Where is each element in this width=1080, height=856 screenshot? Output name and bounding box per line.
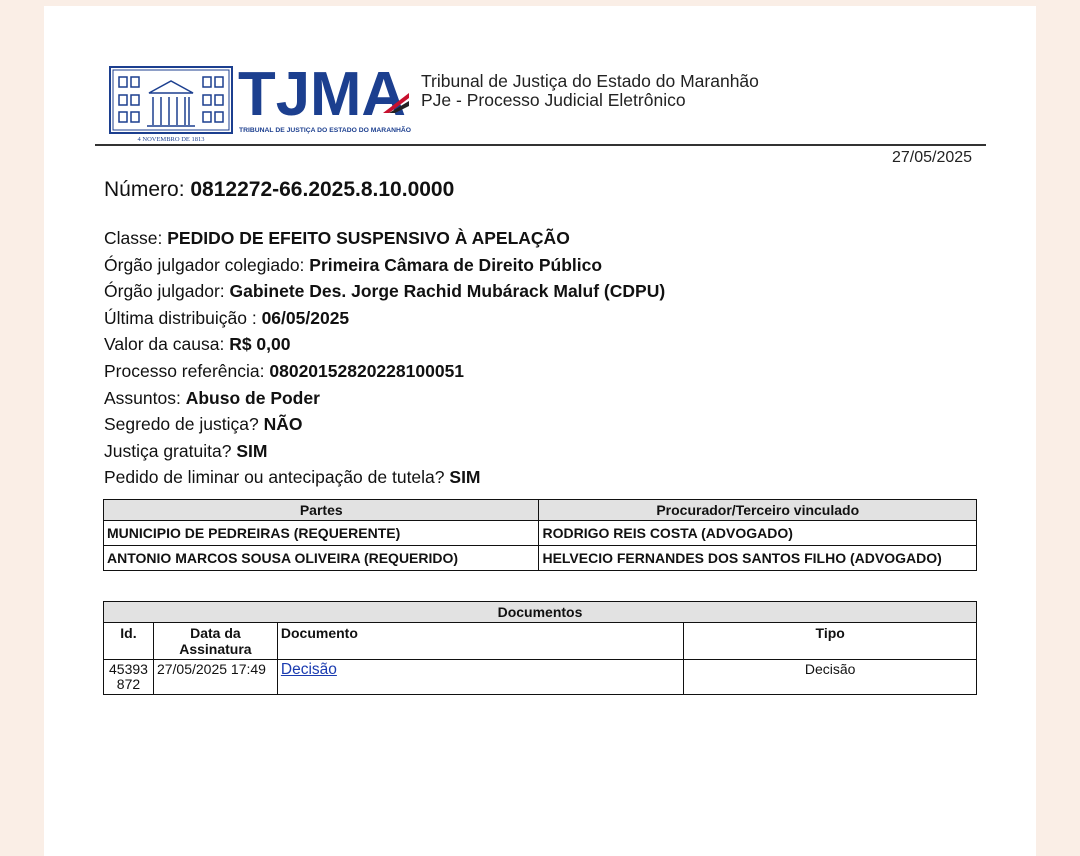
field-label: Órgão julgador colegiado: xyxy=(104,254,305,275)
field-orgao-colegiado xyxy=(104,252,665,279)
header-divider xyxy=(95,144,986,146)
col-tipo: Tipo xyxy=(684,623,977,660)
doc-link[interactable]: Decisão xyxy=(280,661,337,678)
field-assuntos xyxy=(104,385,665,412)
field-label: Processo referência: xyxy=(104,360,265,381)
col-id: Id. xyxy=(104,623,154,660)
logo-wordmark: TJMA xyxy=(238,65,406,129)
procurador-cell: HELVECIO FERNANDES DOS SANTOS FILHO (ADVOGADO) xyxy=(539,546,977,571)
field-value: R$ 0,00 xyxy=(229,334,291,355)
doc-id: 45393872 xyxy=(104,660,154,695)
field-value: Gabinete Des. Jorge Rachid Mubárack Maluf (CDPU) xyxy=(229,281,666,302)
logo-subtitle: TRIBUNAL DE JUSTIÇA DO ESTADO DO MARANHÃO xyxy=(239,127,405,134)
field-valor-causa xyxy=(104,331,665,358)
parte-cell: ANTONIO MARCOS SOUSA OLIVEIRA (REQUERIDO) xyxy=(104,546,539,571)
partes-header: Partes xyxy=(104,500,539,521)
field-label: Pedido de liminar ou antecipação de tutela? xyxy=(104,467,445,488)
documentos-title: Documentos xyxy=(104,602,977,623)
col-documento: Documento xyxy=(277,623,683,660)
col-data: Data da Assinatura xyxy=(153,623,277,660)
process-fields xyxy=(104,225,665,491)
doc-documento-cell xyxy=(277,660,683,695)
field-label: Segredo de justiça? xyxy=(104,414,259,435)
field-ultima-distribuicao xyxy=(104,305,665,332)
procurador-header: Procurador/Terceiro vinculado xyxy=(539,500,977,521)
field-value: SIM xyxy=(449,467,481,488)
field-value: 08020152820228100051 xyxy=(269,360,465,381)
field-value: SIM xyxy=(236,440,268,461)
seal-caption: 4 NOVEMBRO DE 1813 xyxy=(137,136,205,143)
field-label: Justiça gratuita? xyxy=(104,440,232,461)
process-number xyxy=(104,178,454,202)
field-justica-gratuita xyxy=(104,438,665,465)
court-header xyxy=(421,72,759,110)
table-row xyxy=(104,546,977,571)
document-date: 27/05/2025 xyxy=(892,149,973,166)
field-value: Abuso de Poder xyxy=(185,387,320,408)
field-value: 06/05/2025 xyxy=(261,307,350,328)
parte-cell: MUNICIPIO DE PEDREIRAS (REQUERENTE) xyxy=(104,521,539,546)
field-value: Primeira Câmara de Direito Público xyxy=(309,254,603,275)
field-segredo xyxy=(104,411,665,438)
field-label: Última distribuição : xyxy=(104,307,257,328)
documentos-table xyxy=(103,601,977,695)
tjma-logo xyxy=(109,65,414,145)
doc-tipo: Decisão xyxy=(684,660,977,695)
process-number-value: 0812272-66.2025.8.10.0000 xyxy=(190,178,455,201)
field-label: Órgão julgador: xyxy=(104,281,225,302)
field-label: Valor da causa: xyxy=(104,334,225,355)
procurador-cell: RODRIGO REIS COSTA (ADVOGADO) xyxy=(539,521,977,546)
field-pedido-liminar xyxy=(104,464,665,491)
field-orgao-julgador xyxy=(104,278,665,305)
field-processo-referencia xyxy=(104,358,665,385)
table-row xyxy=(104,660,977,695)
process-number-label: Número: xyxy=(104,178,185,201)
field-label: Classe: xyxy=(104,228,163,248)
document-page xyxy=(44,6,1036,856)
court-name: Tribunal de Justiça do Estado do Maranhão xyxy=(421,71,759,91)
table-row xyxy=(104,521,977,546)
system-name: PJe - Processo Judicial Eletrônico xyxy=(421,90,686,110)
field-classe xyxy=(104,225,665,252)
doc-data: 27/05/2025 17:49 xyxy=(153,660,277,695)
field-label: Assuntos: xyxy=(104,387,181,408)
field-value: NÃO xyxy=(263,414,303,435)
field-value: PEDIDO DE EFEITO SUSPENSIVO À APELAÇÃO xyxy=(167,228,570,248)
partes-table xyxy=(103,499,977,571)
